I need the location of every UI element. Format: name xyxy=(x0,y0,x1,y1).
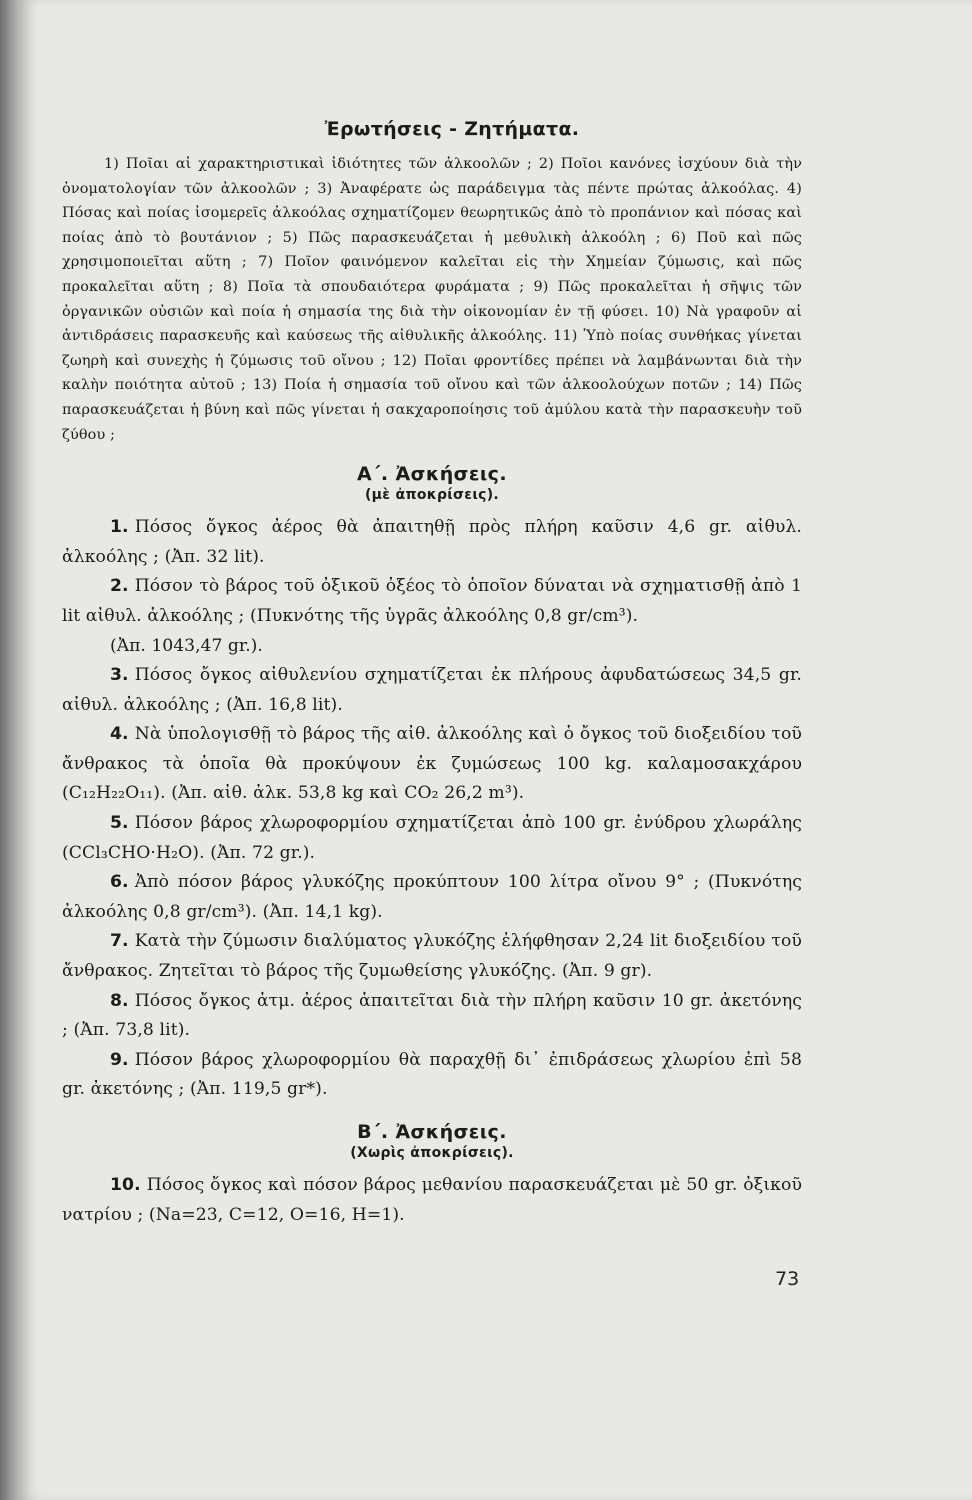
section-a-title: Α΄. Ἀσκήσεις. xyxy=(357,463,507,486)
exercise-text: Πόσος ὄγκος ἀτμ. ἀέρος ἀπαιτεῖται διὰ τὴν πλήρη καῦσιν 10 gr. ἀκετόνης ; (Ἀπ. 73,8 lit). xyxy=(62,990,802,1041)
exercise-item xyxy=(62,1046,802,1105)
questions-paragraph: 1) Ποῖαι αἱ χαρακτηριστικαὶ ἰδιότητες τῶν ἀλκοολῶν ; 2) Ποῖοι κανόνες ἰσχύουν διὰ τὴν ὀνοματολογίαν τῶν ἀλκοολῶν ; 3) Ἀναφέρατε ὡς παράδειγμα τὰς πέντε πρώτας ἀλκοόλας. 4) Πόσας καὶ ποίας ἰσομερεῖς ἀλκοόλας σχηματίζομεν θεωρητικῶς ἀπὸ τὸ προπάνιον καὶ πόσας καὶ ποίας ἀπὸ τὸ βουτάνιον ; 5) Πῶς παρασκευάζεται ἡ μεθυλικὴ ἀλκοόλη ; 6) Ποῦ καὶ πῶς χρησιμοποιεῖται αὕτη ; 7) Ποῖον φαινόμενον καλεῖται εἰς τὴν Χημείαν ζύμωσις, καὶ πῶς προκαλεῖται αὕτη ; 8) Ποῖα τὰ σπουδαιότερα φυράματα ; 9) Πῶς προκαλεῖται ἡ σῆψις τῶν ὀργανικῶν οὐσιῶν καὶ ποία ἡ σημασία της διὰ τὴν οἰκονομίαν ἐν τῇ φύσει. 10) Νὰ γραφοῦν αἱ ἀντιδράσεις παρασκευῆς καὶ καύσεως τῆς αἰθυλικῆς ἀλκοόλης. 11) Ὑπὸ ποίας συνθήκας γίνεται ζωηρὴ καὶ συνεχὴς ἡ ζύμωσις τοῦ οἴνου ; 12) Ποῖαι φροντίδες πρέπει νὰ λαμβάνωνται διὰ τὴν καλὴν ποιότητα αὐτοῦ ; 13) Ποία ἡ σημασία τοῦ οἴνου καὶ τῶν ἀλκοολούχων ποτῶν ; 14) Πῶς παρασκευάζεται ἡ βύνη καὶ πῶς γίνεται ἡ σακχαροποίησις τοῦ ἀμύλου κατὰ τὴν παρασκευὴν τοῦ ζύθου ; xyxy=(62,156,802,443)
exercise-text: Πόσον τὸ βάρος τοῦ ὀξικοῦ ὀξέος τὸ ὁποῖον δύναται νὰ σχηματισθῇ ἀπὸ 1 lit αἰθυλ. ἀλκοόλης ; (Πυκνότης τῆς ὑγρᾶς ἀλκοόλης 0,8 gr/cm³). xyxy=(62,576,802,626)
exercise-text: Πόσον βάρος χλωροφορμίου σχηματίζεται ἀπὸ 100 gr. ἐνύδρου χλωράλης (CCl₃CHO·H₂O). (Ἀπ. 72 gr.). xyxy=(62,813,802,863)
exercise-item xyxy=(62,661,802,720)
questions-heading: Ἐρωτήσεις - Ζητήματα. xyxy=(324,118,580,140)
exercise-list-a xyxy=(62,513,802,1105)
exercise-list-b xyxy=(62,1171,802,1230)
section-b-subtitle: (Χωρὶς ἀποκρίσεις). xyxy=(350,1145,514,1161)
exercise-text: Πόσον βάρος χλωροφορμίου θὰ παραχθῇ δι᾽ ἐπιδράσεως χλωρίου ἐπὶ 58 gr. ἀκετόνης ; (Ἀπ. 119,5 gr*). xyxy=(62,1049,802,1100)
exercise-text: Πόσος ὄγκος ἀέρος θὰ ἀπαιτηθῇ πρὸς πλήρη καῦσιν 4,6 gr. αἰθυλ. ἀλκοόλης ; (Ἀπ. 32 lit). xyxy=(62,517,802,567)
exercise-number: 3. xyxy=(110,665,129,686)
exercise-item xyxy=(62,572,802,631)
exercise-number: 6. xyxy=(110,872,129,893)
exercise-number: 5. xyxy=(110,813,129,834)
section-a-subtitle: (μὲ ἀποκρίσεις). xyxy=(364,487,500,504)
exercise-text: Πόσος ὄγκος καὶ πόσον βάρος μεθανίου παρασκευάζεται μὲ 50 gr. ὀξικοῦ νατρίου ; (Na=23, C=12, O=16, H=1). xyxy=(62,1175,802,1225)
exercise-item xyxy=(62,927,802,986)
exercise-number: 10. xyxy=(110,1175,141,1195)
exercise-number: 1. xyxy=(110,517,129,538)
exercise-number: 9. xyxy=(110,1049,129,1070)
exercise-item xyxy=(62,809,802,868)
section-b-title: Β΄. Ἀσκήσεις. xyxy=(357,1121,507,1143)
exercise-item xyxy=(62,720,802,809)
book-spine-shadow xyxy=(0,0,20,1500)
exercise-number: 4. xyxy=(110,724,129,745)
exercise-item xyxy=(62,868,802,927)
exercise-item xyxy=(62,513,802,572)
exercise-text: Κατὰ τὴν ζύμωσιν διαλύματος γλυκόζης ἐλήφθησαν 2,24 lit διοξειδίου τοῦ ἄνθρακος. Ζητεῖται τὸ βάρος τῆς ζυμωθείσης γλυκόζης. (Ἀπ. 9 gr). xyxy=(62,931,802,982)
exercise-item xyxy=(62,1171,802,1230)
exercise-number: 8. xyxy=(110,990,129,1011)
exercise-text: Νὰ ὑπολογισθῇ τὸ βάρος τῆς αἰθ. ἀλκοόλης καὶ ὁ ὄγκος τοῦ διοξειδίου τοῦ ἄνθρακος τὰ ὁποῖα θὰ προκύψουν ἐκ ζυμώσεως 100 kg. καλαμοσακχάρου (C₁₂H₂₂O₁₁). (Ἀπ. αἰθ. ἀλκ. 53,8 kg καὶ CO₂ 26,2 m³). xyxy=(62,724,802,804)
exercise-answer: (Ἀπ. 1043,47 gr.). xyxy=(110,635,263,656)
exercise-number: 7. xyxy=(110,931,129,952)
exercise-item xyxy=(62,987,802,1046)
exercise-number: 2. xyxy=(110,576,129,597)
exercise-text: Πόσος ὄγκος αἰθυλενίου σχηματίζεται ἐκ πλήρους ἀφυδατώσεως 34,5 gr. αἰθυλ. ἀλκοόλης ; (Ἀπ. 16,8 lit). xyxy=(62,665,802,715)
exercise-text: Ἀπὸ πόσον βάρος γλυκόζης προκύπτουν 100 λίτρα οἴνου 9° ; (Πυκνότης ἀλκοόλης 0,8 gr/cm³). (Ἀπ. 14,1 kg). xyxy=(62,872,802,922)
page-content xyxy=(62,118,802,1230)
page-number: 73 xyxy=(775,1268,800,1290)
